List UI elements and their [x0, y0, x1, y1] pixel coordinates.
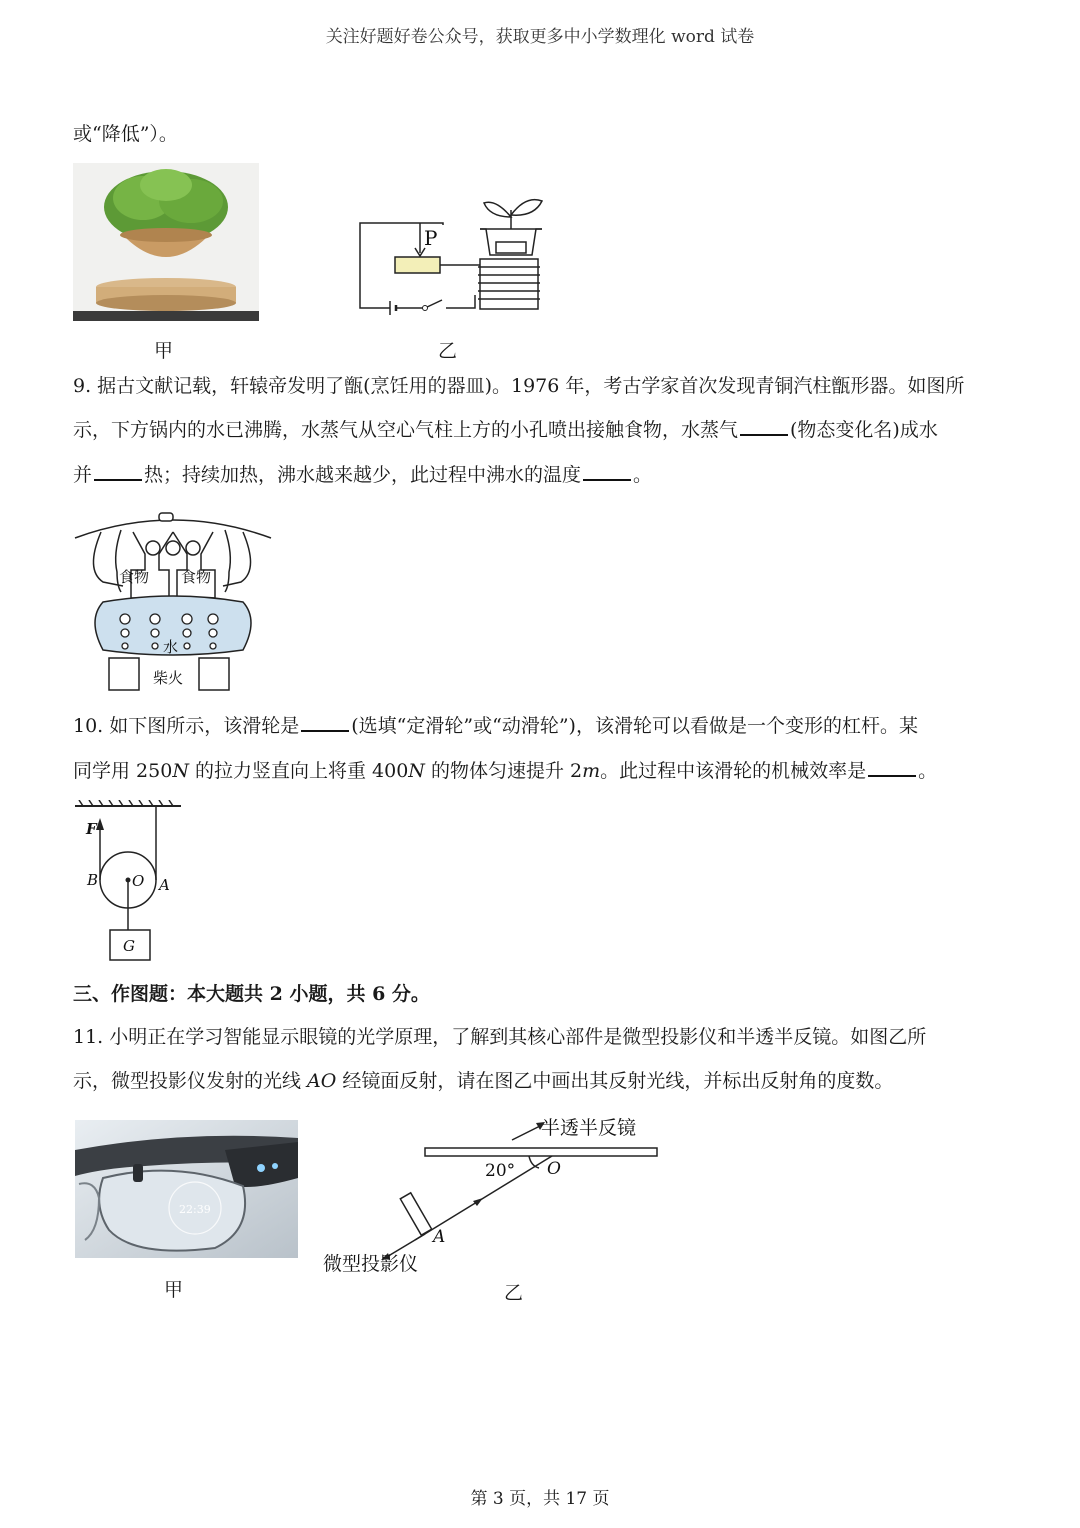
page-footer: 第 3 页，共 17 页 [470, 1489, 610, 1509]
electromagnet-circuit-diagram [350, 195, 550, 320]
q9-line-1: 9. 据古文献记载，轩辕帝发明了甑(烹饪用的器皿)。1976 年，考古学家首次发现青铜汽柱甑形器。如图所 [73, 375, 965, 397]
q10-line-2: 同学用 250N 的拉力竖直向上将重 400N 的物体匀速提升 2m。此过程中该滑轮的机械效率是 。 [73, 760, 938, 782]
point-label-o: O [132, 872, 145, 890]
fig11-caption-jia: 甲 [164, 1279, 184, 1301]
answer-blank[interactable] [868, 774, 916, 777]
weight-label-g: G [123, 937, 135, 955]
q11-line-2: 示，微型投影仪发射的光线 AO 经镜面反射，请在图乙中画出其反射光线，并标出反射角的度数。 [73, 1070, 894, 1092]
q11-line-1: 11. 小明正在学习智能显示眼镜的光学原理，了解到其核心部件是微型投影仪和半透半反镜。如图乙所 [73, 1026, 927, 1048]
point-label-b: B [87, 871, 99, 889]
force-label-f: F [86, 820, 97, 838]
fig8-caption-jia: 甲 [154, 340, 174, 362]
q9-line-3: 并 热；持续加热，沸水越来越少，此过程中沸水的温度 。 [73, 464, 653, 486]
steamer-vessel-diagram [73, 510, 273, 695]
answer-blank[interactable] [301, 729, 349, 732]
mirror-label: 半透半反镜 [541, 1117, 637, 1139]
pulley-diagram [73, 800, 193, 965]
answer-blank[interactable] [740, 433, 788, 436]
point-label-a: A [433, 1227, 446, 1247]
mirror-reflection-diagram [315, 1110, 665, 1280]
answer-blank[interactable] [583, 478, 631, 481]
lens-display-time: 22:39 [179, 1203, 211, 1216]
fig8-caption-yi: 乙 [438, 340, 458, 362]
point-label-a: A [159, 876, 170, 894]
q9-line-2: 示，下方锅内的水已沸腾，水蒸气从空心气柱上方的小孔喷出接触食物，水蒸气 (物态变化名)成水 [73, 419, 938, 441]
smart-glasses-photo [75, 1120, 298, 1258]
food-label-left: 食物 [119, 568, 150, 586]
rheostat-slider-label: P [424, 226, 438, 250]
incidence-angle-label: 20° [485, 1161, 516, 1181]
section-3-heading: 三、作图题：本大题共 2 小题，共 6 分。 [73, 983, 430, 1005]
answer-blank[interactable] [94, 478, 142, 481]
projector-label: 微型投影仪 [323, 1253, 419, 1275]
fire-label: 柴火 [153, 669, 184, 687]
water-label: 水 [163, 638, 179, 656]
q10-line-1: 10. 如下图所示，该滑轮是 (选填“定滑轮”或“动滑轮”)，该滑轮可以看做是一个变形的杠杆。某 [73, 715, 918, 737]
food-label-right: 食物 [181, 568, 212, 586]
page-header: 关注好题好卷公众号，获取更多中小学数理化 word 试卷 [325, 27, 755, 47]
point-label-o: O [547, 1159, 561, 1179]
levitating-plant-photo [73, 163, 259, 321]
fig11-caption-yi: 乙 [504, 1282, 524, 1304]
q8-tail-text: 或“降低”）。 [73, 123, 178, 145]
